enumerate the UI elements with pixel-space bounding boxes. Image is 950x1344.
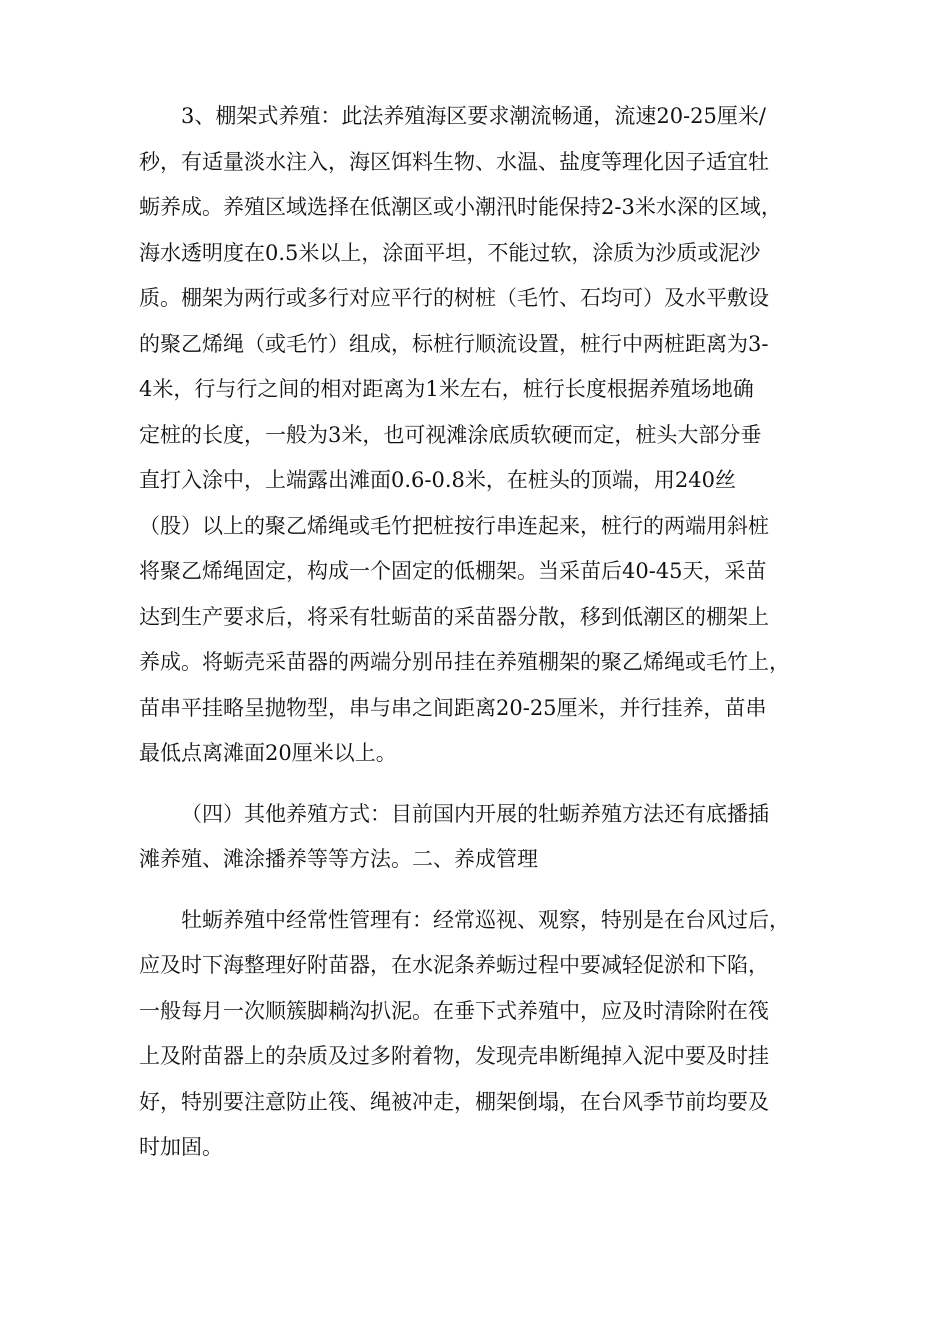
text-line: 好，特别要注意防止筏、绳被冲走，棚架倒塌，在台风季节前均要及 — [139, 1089, 769, 1114]
text-line: 4米，行与行之间的相对距离为1米左右，桩行长度根据养殖场地确 — [139, 377, 754, 401]
paragraph-spacer — [139, 883, 817, 898]
text-line: 质。棚架为两行或多行对应平行的树桩（毛竹、石均可）及水平敷设 — [139, 286, 769, 310]
paragraph-spacer — [139, 777, 817, 792]
text-line: 最低点离滩面20厘米以上。 — [139, 741, 397, 765]
text-line: 将聚乙烯绳固定，构成一个固定的低棚架。当采苗后40-45天，采苗 — [139, 559, 767, 583]
text-line: 时加固。 — [139, 1135, 223, 1159]
text-line: 蛎养成。养殖区域选择在低潮区或小潮汛时能保持2-3米水深的区域， — [139, 195, 782, 219]
text-line: 养成。将蛎壳采苗器的两端分别吊挂在养殖棚架的聚乙烯绳或毛竹上， — [139, 650, 790, 674]
text-line: 的聚乙烯绳（或毛竹）组成，标桩行顺流设置，桩行中两桩距离为3- — [139, 331, 769, 356]
text-line: 一般每月一次顺簇脚耥沟扒泥。在垂下式养殖中，应及时清除附在筏 — [139, 998, 769, 1023]
document-body — [139, 94, 817, 1171]
paragraph-other-methods — [139, 792, 817, 883]
text-line: 苗串平挂略呈抛物型，串与串之间距离20-25厘米，并行挂养，苗串 — [139, 695, 767, 720]
text-line: 定桩的长度，一般为3米，也可视滩涂底质软硬而定，桩头大部分垂 — [139, 422, 762, 447]
text-line: 达到生产要求后，将采有牡蛎苗的采苗器分散，移到低潮区的棚架上 — [139, 604, 769, 629]
text-line: 牡蛎养殖中经常性管理有：经常巡视、观察，特别是在台风过后， — [181, 907, 790, 932]
text-line: 上及附苗器上的杂质及过多附着物，发现壳串断绳掉入泥中要及时挂 — [139, 1044, 769, 1068]
text-line: 海水透明度在0.5米以上，涂面平坦，不能过软，涂质为沙质或泥沙 — [139, 240, 761, 265]
paragraph-trellis-culture — [139, 94, 817, 777]
text-line: 3、棚架式养殖：此法养殖海区要求潮流畅通，流速20-25厘米/ — [181, 104, 766, 128]
paragraph-management — [139, 898, 817, 1171]
text-line: 应及时下海整理好附苗器，在水泥条养蛎过程中要减轻促淤和下陷， — [139, 953, 769, 977]
text-line: （股）以上的聚乙烯绳或毛竹把桩按行串连起来，桩行的两端用斜桩 — [139, 513, 769, 538]
text-line: 直打入涂中，上端露出滩面0.6-0.8米，在桩头的顶端，用240丝 — [139, 468, 736, 492]
text-line: 滩养殖、滩涂播养等等方法。二、养成管理 — [139, 847, 538, 871]
text-line: 秒，有适量淡水注入，海区饵料生物、水温、盐度等理化因子适宜牡 — [139, 149, 769, 174]
text-line: （四）其他养殖方式：目前国内开展的牡蛎养殖方法还有底播插 — [181, 801, 769, 826]
